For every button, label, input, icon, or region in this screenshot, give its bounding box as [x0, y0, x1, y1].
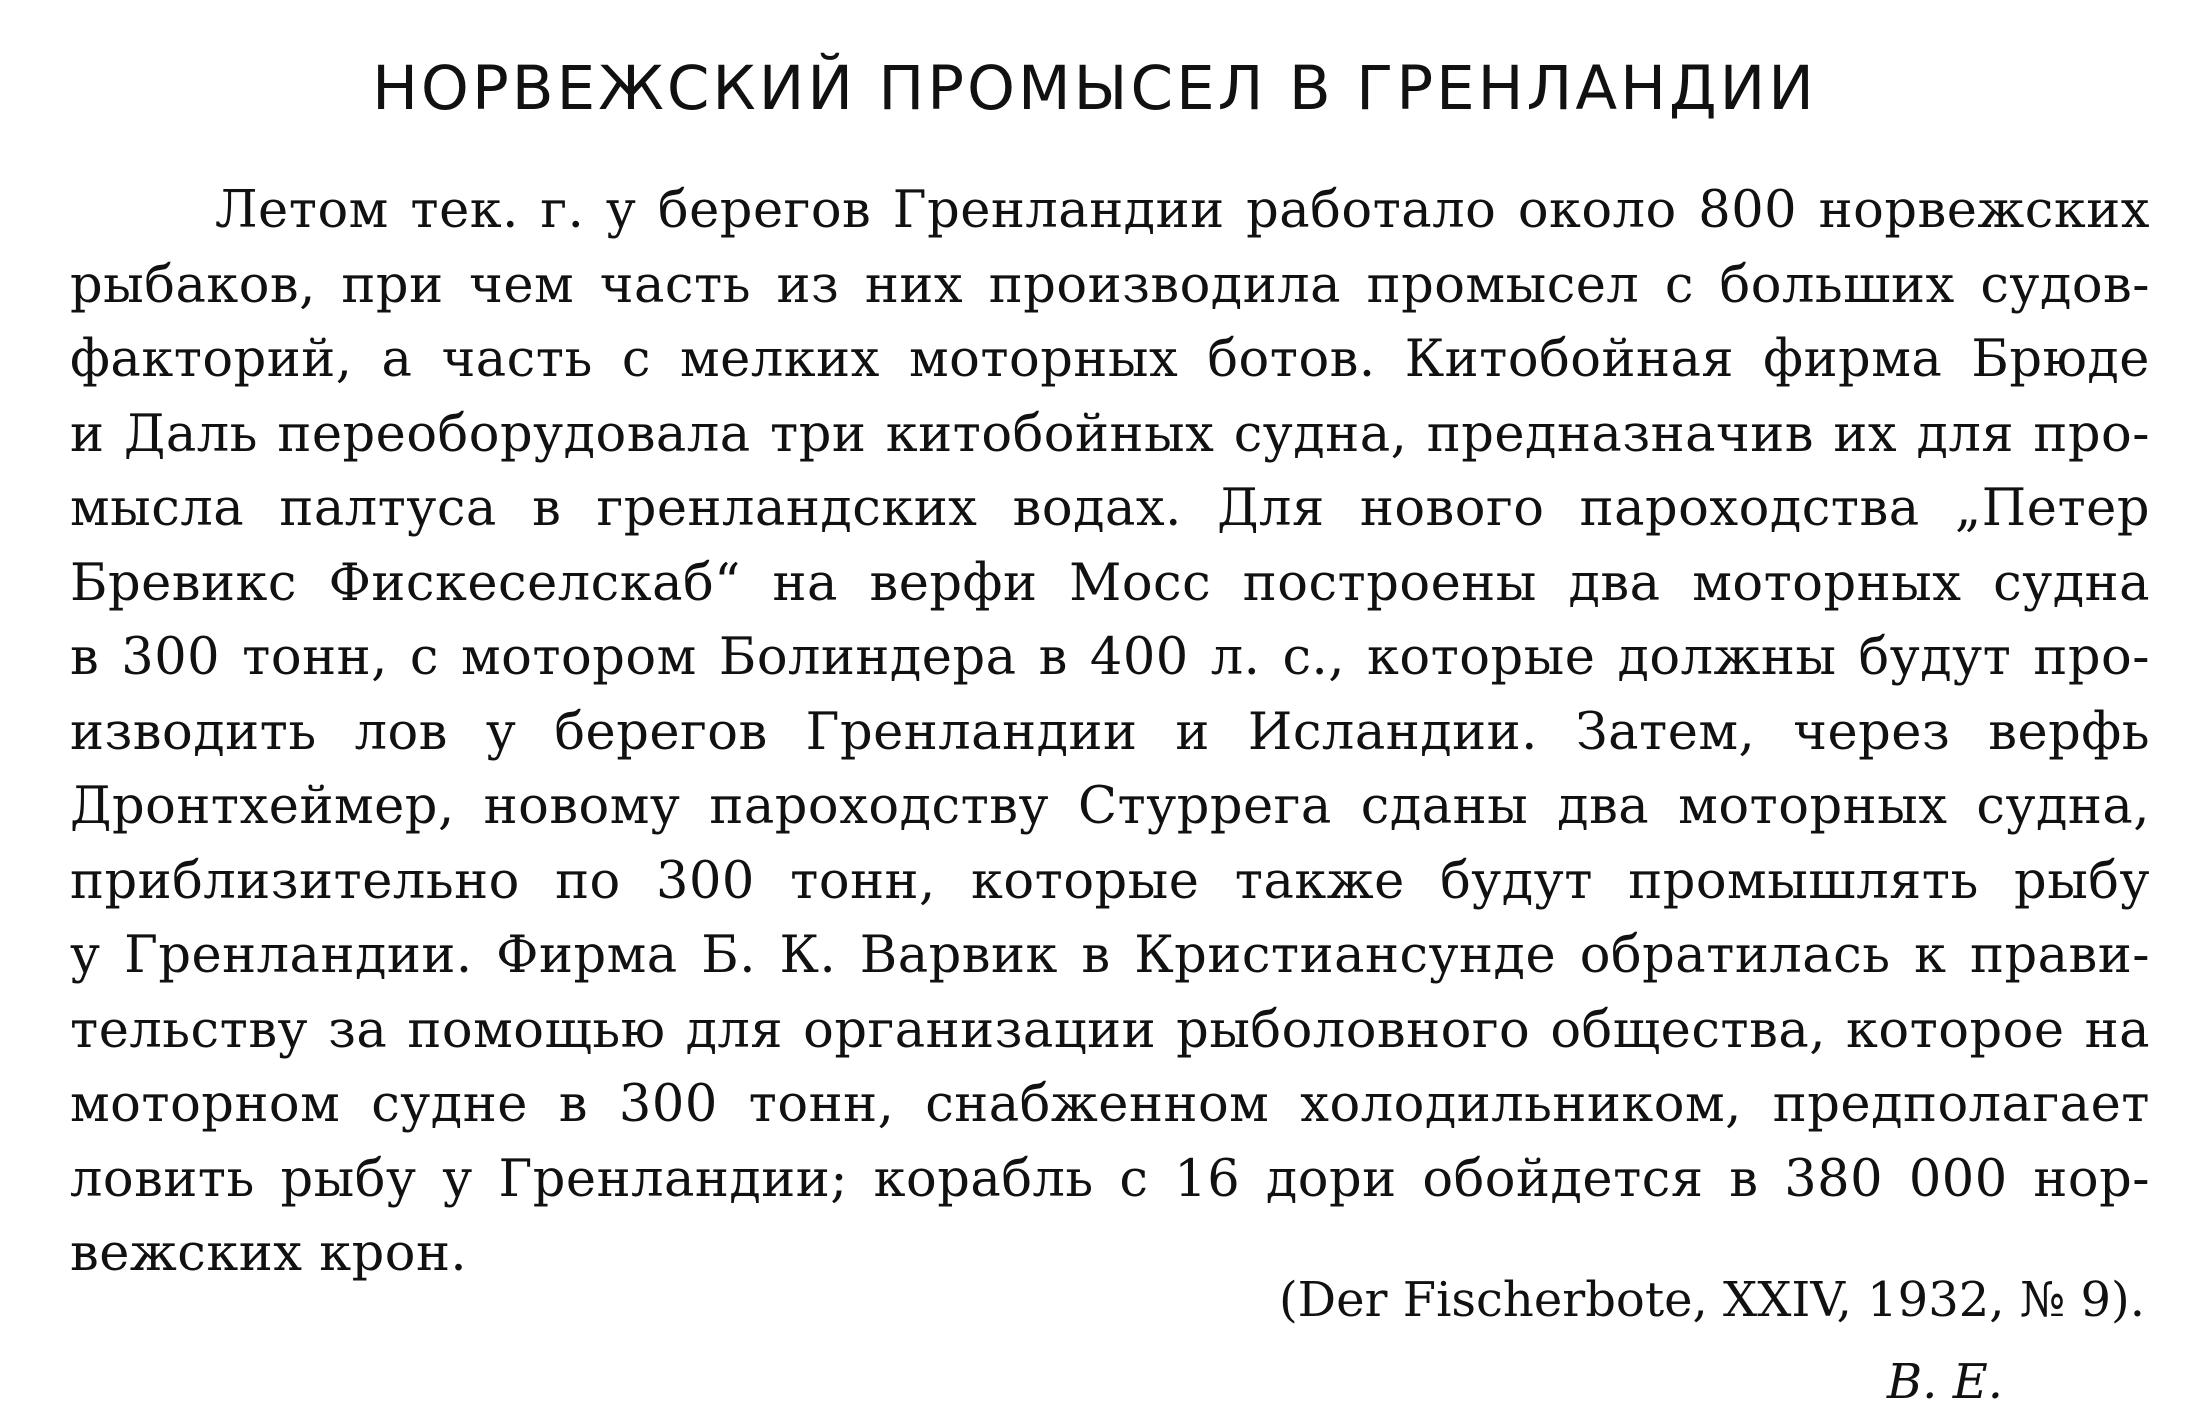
- text-line: приблизительно по 300 тонн, которые также будут промышлять рыбу: [70, 851, 2150, 911]
- author-signature: В. Е.: [1886, 1354, 2003, 1410]
- text-line: моторном судне в 300 тонн, снабженном холодильником, предполагает: [70, 1075, 2150, 1134]
- text-line: в 300 тонн, с мотором Болиндера в 400 л. с., которые должны будут про-: [70, 628, 2150, 687]
- article-body: [70, 174, 2150, 1292]
- text-line: рыбаков, при чем часть из них производила промысел с больших судов-: [70, 255, 2150, 315]
- text-line: тельству за помощью для организации рыболовного общества, которое на: [70, 1000, 2150, 1060]
- article-title: НОРВЕЖСКИЙ ПРОМЫСЕЛ В ГРЕНЛАНДИИ: [372, 53, 1817, 124]
- text-line: Бревикс Фискеселскаб“ на верфи Мосс построены два моторных судна: [70, 553, 2150, 613]
- text-line: Летом тек. г. у берегов Гренландии работало около 800 норвежских: [215, 181, 2150, 240]
- text-line: изводить лов у берегов Гренландии и Исландии. Затем, через верфь: [70, 702, 2150, 762]
- text-line: факторий, а часть с мелких моторных ботов. Китобойная фирма Брюде: [70, 330, 2150, 389]
- text-line: Дронтхеймер, новому пароходству Стуррега сданы два моторных судна,: [70, 777, 2150, 836]
- text-line-last: вежских крон.: [70, 1224, 468, 1283]
- text-line: у Гренландии. Фирма Б. К. Варвик в Кристиансунде обратилась к прави-: [70, 926, 2150, 985]
- text-line: мысла палтуса в гренландских водах. Для нового пароходства „Петер: [70, 479, 2150, 538]
- source-citation: (Der Fischerbote, XXIV, 1932, № 9).: [1278, 1272, 2145, 1328]
- text-line: ловить рыбу у Гренландии; корабль с 16 дори обойдется в 380 000 нор-: [70, 1149, 2150, 1209]
- text-line: и Даль переоборудовала три китобойных судна, предназначив их для про-: [70, 404, 2150, 464]
